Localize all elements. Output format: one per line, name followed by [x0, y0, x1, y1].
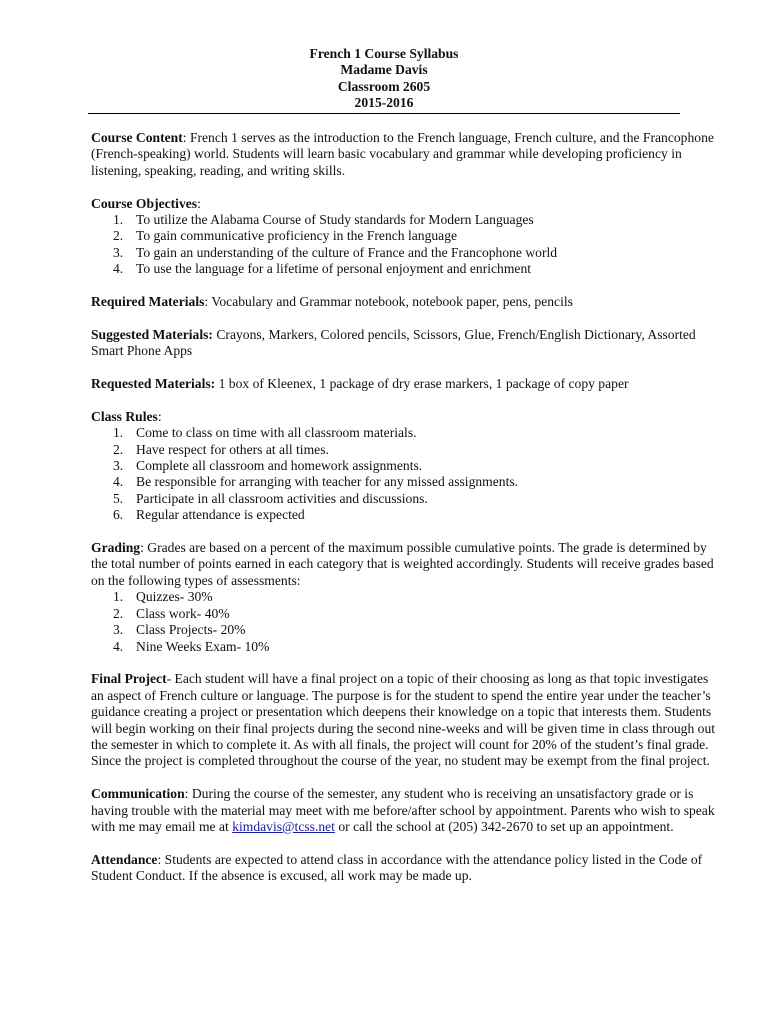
item-text: To gain communicative proficiency in the French language [136, 228, 458, 244]
section-text: 1 box of Kleenex, 1 package of dry erase markers, 1 package of copy paper [215, 376, 629, 392]
item-text: Have respect for others at all times. [136, 441, 329, 457]
section-label: Class Rules [91, 408, 158, 424]
item-text: Participate in all classroom activities and discussions. [136, 490, 428, 506]
list-item [91, 589, 721, 605]
grading-list [91, 589, 721, 655]
course-content-section [91, 130, 721, 179]
class-rules-section [91, 409, 721, 524]
document-title: French 1 Course Syllabus [309, 46, 459, 61]
classroom-number: Classroom 2605 [337, 78, 431, 94]
item-number: 1. [113, 589, 124, 605]
email-link[interactable]: kimdavis@tcss.net [232, 818, 335, 834]
teacher-name: Madame Davis [340, 62, 428, 78]
section-text: - Each student will have a final project on a topic of their choosing as long as that topic investigates an aspect of French culture or language. The purpose is for the student to spend the entire year under the teacher’s guidance creating a project or presentation which deepens their knowledge on a topic that interests them. Students will begin working on their final projects during the second nine-weeks and will be given time in class through out the semester in which to complete it. As with all finals, the project will count for 20% of the student’s final grade. Since the project is completed throughout the course of the year, no student may be exempt from the final project. [91, 671, 716, 769]
required-materials-section [91, 294, 721, 310]
item-number: 2. [113, 228, 124, 244]
section-text: : Grades are based on a percent of the maximum possible cumulative points. The grade is determined by the total number of points earned in each category that is weighted accordingly. Students will receive grades based on the following types of assessments: [91, 540, 714, 588]
list-item [91, 245, 721, 261]
school-year: 2015-2016 [354, 95, 414, 111]
item-text: To utilize the Alabama Course of Study standards for Modern Languages [136, 212, 534, 228]
list-item [91, 474, 721, 490]
section-label: Final Project [91, 671, 167, 687]
item-text: Class work- 40% [136, 605, 230, 621]
section-label: Required Materials [91, 294, 205, 310]
item-text: Be responsible for arranging with teacher for any missed assignments. [136, 474, 519, 490]
suggested-materials-section [91, 327, 721, 360]
section-label: Requested Materials: [91, 376, 216, 392]
syllabus-body [91, 130, 721, 901]
item-number: 4. [113, 261, 124, 277]
section-label: Course Content [91, 130, 183, 145]
section-text: Crayons, Markers, Colored pencils, Scissors, Glue, French/English Dictionary, Assorted Smart Phone Apps [91, 326, 696, 359]
item-text: Regular attendance is expected [136, 507, 305, 523]
section-label: Grading [91, 540, 141, 556]
list-item [91, 622, 721, 638]
rules-list [91, 425, 721, 523]
item-number: 2. [113, 605, 124, 621]
item-number: 6. [113, 507, 124, 523]
grading-section [91, 540, 721, 655]
document-header [0, 46, 768, 112]
label-colon: : [157, 408, 162, 424]
item-text: Complete all classroom and homework assignments. [136, 458, 423, 474]
item-text: Come to class on time with all classroom materials. [136, 425, 417, 441]
item-number: 5. [113, 490, 124, 506]
item-number: 3. [113, 622, 124, 638]
section-label: Communication [91, 786, 185, 802]
section-label: Attendance [91, 851, 158, 867]
requested-materials-section [91, 376, 721, 392]
item-number: 2. [113, 441, 124, 457]
list-item [91, 639, 721, 655]
item-number: 1. [113, 212, 124, 228]
item-text: Nine Weeks Exam- 10% [136, 638, 270, 654]
section-text: : French 1 serves as the introduction to the French language, French culture, and the Francophone (French-speaking) world. Students will learn basic vocabulary and grammar while developing proficiency in listening, speaking, reading, and writing skills. [91, 130, 714, 178]
section-text: : Students are expected to attend class in accordance with the attendance policy listed in the Code of Student Conduct. If the absence is excused, all work may be made up. [91, 851, 703, 884]
list-item [91, 491, 721, 507]
item-number: 4. [113, 638, 124, 654]
list-item [91, 261, 721, 277]
course-objectives-section [91, 196, 721, 278]
item-text: Class Projects- 20% [136, 622, 246, 638]
list-item [91, 425, 721, 441]
section-text: : Vocabulary and Grammar notebook, notebook paper, pens, pencils [204, 294, 573, 310]
list-item [91, 507, 721, 523]
item-number: 3. [113, 458, 124, 474]
item-number: 4. [113, 474, 124, 490]
section-text-after: or call the school at (205) 342-2670 to set up an appointment. [334, 818, 674, 834]
attendance-section [91, 852, 721, 885]
item-text: To gain an understanding of the culture of France and the Francophone world [136, 244, 558, 260]
section-text: : During the course of the semester, any student who is receiving an unsatisfactory grade or is having trouble with the material may meet with me before/after school by appointment. Parents who wish to speak with me may email me at [91, 786, 715, 834]
item-number: 1. [113, 425, 124, 441]
item-text: Quizzes- 30% [136, 589, 213, 605]
objectives-list [91, 212, 721, 278]
item-text: To use the language for a lifetime of personal enjoyment and enrichment [136, 261, 532, 277]
list-item [91, 442, 721, 458]
list-item [91, 458, 721, 474]
final-project-section [91, 671, 721, 769]
list-item [91, 606, 721, 622]
list-item [91, 228, 721, 244]
communication-section [91, 786, 721, 835]
list-item [91, 212, 721, 228]
section-label: Suggested Materials: [91, 326, 213, 342]
header-divider [88, 113, 680, 114]
label-colon: : [197, 195, 201, 211]
item-number: 3. [113, 244, 124, 260]
section-label: Course Objectives [91, 195, 198, 211]
